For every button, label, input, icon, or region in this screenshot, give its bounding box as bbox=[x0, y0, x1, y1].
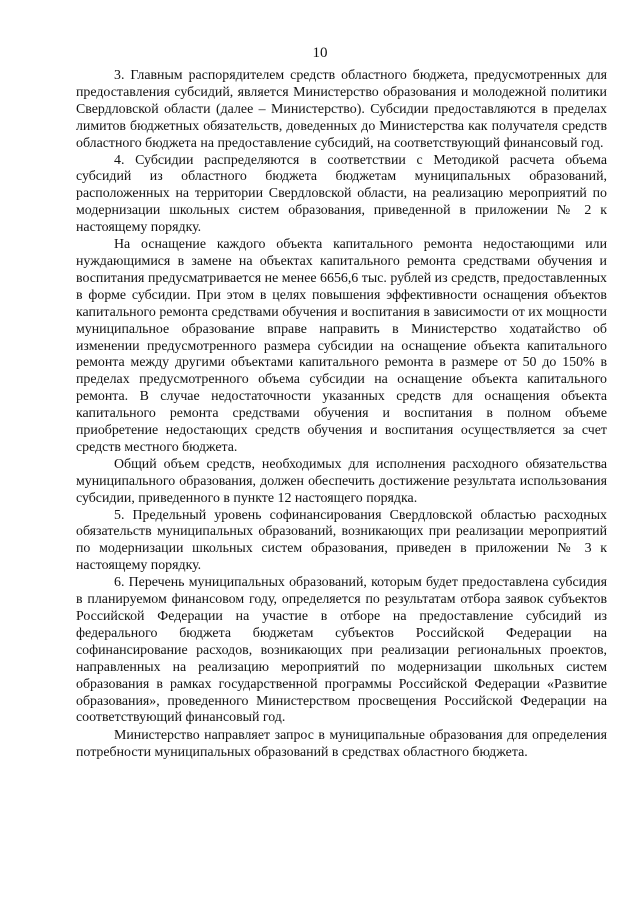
paragraph-total-funding: Общий объем средств, необходимых для исполнения расходного обязательства муниципального образования, должен обеспечить достижение результата использования субсидии, приведенного в пункте 12 настоящего порядка. bbox=[76, 456, 607, 506]
paragraph-equipment-funding: На оснащение каждого объекта капитального ремонта недостающими или нуждающимися в замене на объектах капитального ремонта средствами обучения и воспитания предусматривается не менее 6656,6 тыс. рублей из средств, предоставленных в форме субсидии. При этом в целях повышения эффективности оснащения объектов капитального ремонта средствами обучения и воспитания в зависимости от их мощности муниципальное образование вправе направить в Министерство ходатайство об изменении предусмотренного размера субсидии на оснащение объекта капитального ремонта между другими объектами капитального ремонта в размере от 50 до 150% в пределах предусмотренного объема субсидии на оснащение объекта капитального ремонта. В случае недостаточности указанных средств для оснащения объекта капитального ремонта средствами обучения и воспитания в полном объеме приобретение недостающих средств обучения и воспитания осуществляется за счет средств местного бюджета. bbox=[76, 237, 607, 455]
document-body bbox=[76, 68, 607, 762]
paragraph-item-6: 6. Перечень муниципальных образований, которым будет предоставлена субсидия в планируемом финансовом году, определяется по результатам отбора заявок субъектов Российской Федерации на участие в отборе на предоставление субсидий из федерального бюджета бюджетам субъектов Российской Федерации на софинансирование расходов, возникающих при реализации региональных проектов, направленных на реализацию мероприятий по модернизации школьных систем образования в рамках государственной программы Российской Федерации «Развитие образования», проведенного Министерством просвещения Российской Федерации на соответствующий финансовый год. bbox=[76, 575, 607, 726]
paragraph-item-5: 5. Предельный уровень софинансирования Свердловской областью расходных обязательств муниципальных образований, возникающих при реализации мероприятий по модернизации школьных систем образования, приведен в приложении № 3 к настоящему порядку. bbox=[76, 507, 607, 574]
page-number: 10 bbox=[312, 45, 328, 61]
paragraph-item-3: 3. Главным распорядителем средств областного бюджета, предусмотренных для предоставления субсидий, является Министерство образования и молодежной политики Свердловской области (далее – Министерство). Субсидии предоставляются в пределах лимитов бюджетных обязательств, доведенных до Министерства как получателя средств областного бюджета на предоставление субсидий, на соответствующий финансовый год. bbox=[76, 68, 607, 151]
paragraph-ministry-request: Министерство направляет запрос в муниципальные образования для определения потребности муниципальных образований в средствах областного бюджета. bbox=[76, 728, 607, 761]
paragraph-item-4: 4. Субсидии распределяются в соответствии с Методикой расчета объема субсидий из областного бюджета бюджетам муниципальных образований, расположенных на территории Свердловской области, на реализацию мероприятий по модернизации школьных систем образования, приведенной в приложении № 2 к настоящему порядку. bbox=[76, 152, 607, 236]
